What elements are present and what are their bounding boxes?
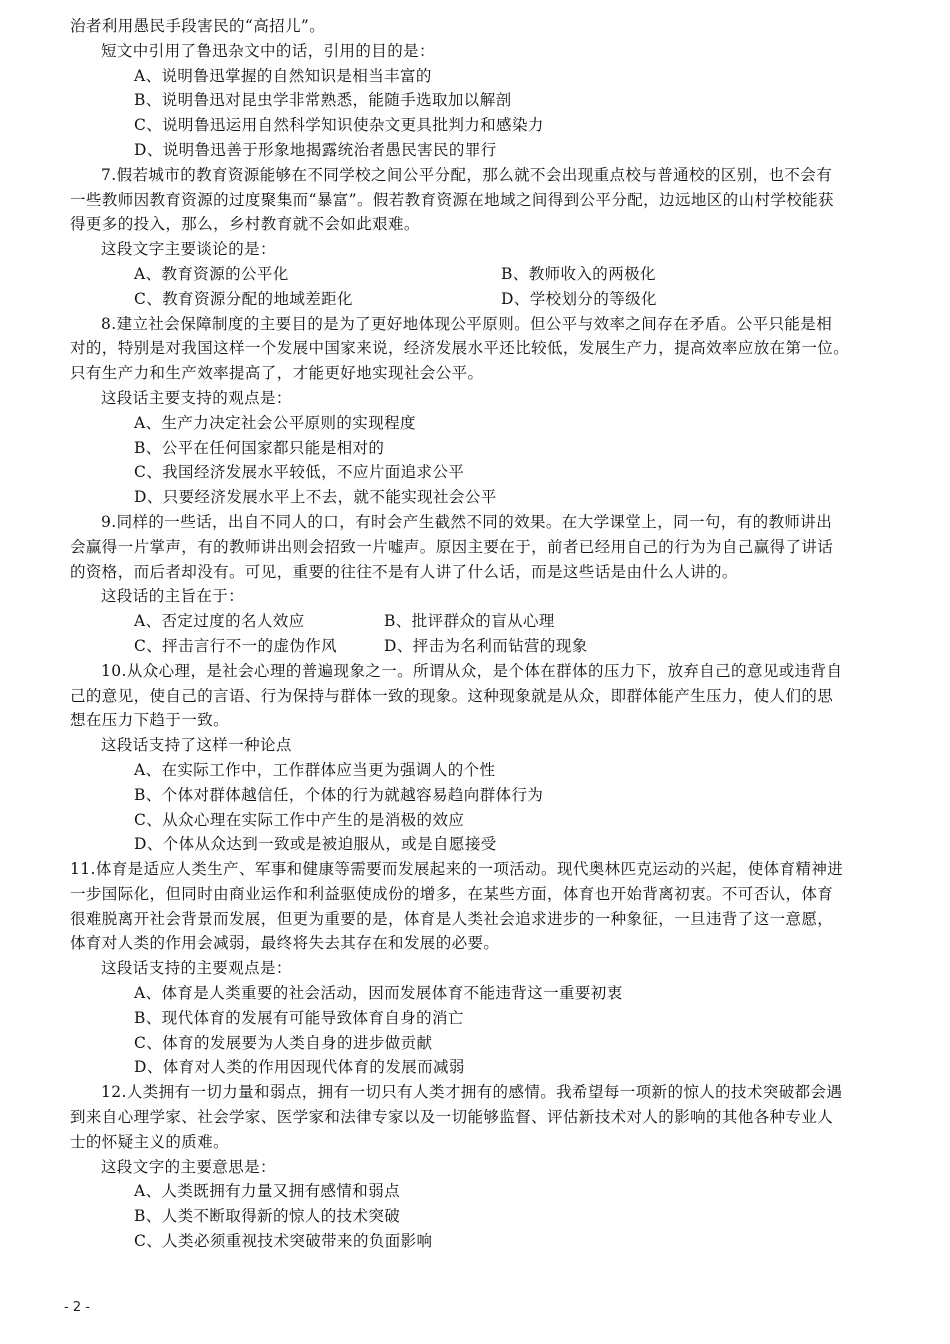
question-8-line-1: 8.建立社会保障制度的主要目的是为了更好地体现公平原则。但公平与效率之间存在矛盾。公平只能是相 [101, 314, 833, 333]
question-8-option-c: C、我国经济发展水平较低，不应片面追求公平 [134, 463, 465, 482]
question-12-option-a: A、人类既拥有力量又拥有感情和弱点 [134, 1182, 400, 1201]
question-10-option-a: A、在实际工作中，工作群体应当更为强调人的个性 [134, 760, 496, 779]
question-7-options-row-2 [70, 287, 890, 312]
question-11-line-1: 11.体育是适应人类生产、军事和健康等需要而发展起来的一项活动。现代奥林匹克运动的兴起，使体育精神进 [70, 860, 844, 879]
question-7-line-2: 一些教师因教育资源的过度聚集而“暴富”。假若教育资源在地域之间得到公平分配，边远地区的山村学校能获 [70, 190, 834, 209]
question-12-line-2: 到来自心理学家、社会学家、医学家和法律专家以及一切能够监督、评估新技术对人的影响的其他各种专业人 [70, 1108, 834, 1127]
question-7-options-row-1 [70, 262, 890, 287]
question-7-stem: 这段文字主要谈论的是： [101, 240, 276, 259]
question-9-options-row-1 [70, 609, 890, 634]
question-7-line-1: 7.假若城市的教育资源能够在不同学校之间公平分配，那么就不会出现重点校与普通校的区别，也不会有 [101, 165, 833, 184]
page-number: - 2 - [64, 1300, 90, 1315]
question-8-line-2: 对的，特别是对我国这样一个发展中国家来说，经济发展水平还比较低，发展生产力，提高效率应放在第一位。 [70, 339, 850, 358]
question-9-options-row-2 [70, 634, 890, 659]
question-6-option-d: D、说明鲁迅善于形象地揭露统治者愚民害民的罪行 [134, 140, 497, 159]
question-12-line-1: 12.人类拥有一切力量和弱点，拥有一切只有人类才拥有的感情。我希望每一项新的惊人的技术突破都会遇 [101, 1083, 843, 1102]
question-10-option-d: D、个体从众达到一致或是被迫服从，或是自愿接受 [134, 835, 497, 854]
question-10-option-c: C、从众心理在实际工作中产生的是消极的效应 [134, 810, 465, 829]
question-12-line-3: 士的怀疑主义的质难。 [70, 1132, 230, 1151]
question-9-line-3: 的资格，而后者却没有。可见，重要的往往不是有人讲了什么话，而是这些话是由什么人讲的。 [70, 562, 738, 581]
question-9-option-b: B、批评群众的盲从心理 [384, 612, 555, 631]
question-6-option-b: B、说明鲁迅对昆虫学非常熟悉，能随手选取加以解剖 [134, 91, 512, 110]
question-11-line-4: 体育对人类的作用会减弱，最终将失去其存在和发展的必要。 [70, 934, 500, 953]
question-11-line-2: 一步国际化，但同时由商业运作和利益驱使成份的增多，在某些方面，体育也开始背离初衷。不可否认，体育 [70, 884, 834, 903]
question-12-option-c: C、人类必须重视技术突破带来的负面影响 [134, 1232, 433, 1251]
question-12-option-b: B、人类不断取得新的惊人的技术突破 [134, 1207, 401, 1226]
question-9-option-d: D、抨击为名利而钻营的现象 [384, 636, 588, 655]
passage-tail: 治者利用愚民手段害民的“高招儿”。 [70, 17, 326, 35]
question-8-option-a: A、生产力决定社会公平原则的实现程度 [134, 413, 416, 432]
question-8-option-d: D、只要经济发展水平上不去，就不能实现社会公平 [134, 488, 497, 507]
question-11-line-3: 很难脱离开社会背景而发展，但更为重要的是，体育是人类社会追求进步的一种象征，一旦违背了这一意愿， [70, 909, 834, 928]
question-11-option-a: A、体育是人类重要的社会活动，因而发展体育不能违背这一重要初衷 [134, 984, 623, 1003]
question-9-option-a: A、否定过度的名人效应 [134, 612, 305, 631]
question-7-option-b: B、教师收入的两极化 [501, 264, 656, 283]
question-6-option-a: A、说明鲁迅掌握的自然知识是相当丰富的 [134, 66, 432, 85]
question-6-option-c: C、说明鲁迅运用自然科学知识使杂文更具批判力和感染力 [134, 116, 544, 135]
question-9-line-2: 会赢得一片掌声，有的教师讲出则会招致一片嘘声。原因主要在于，前者已经用自己的行为为自己赢得了讲话 [70, 537, 834, 556]
question-12-stem: 这段文字的主要意思是： [101, 1157, 276, 1176]
question-8-option-b: B、公平在任何国家都只能是相对的 [134, 438, 385, 457]
question-11-option-c: C、体育的发展要为人类自身的进步做贡献 [134, 1033, 433, 1052]
question-11-option-d: D、体育对人类的作用因现代体育的发展而减弱 [134, 1058, 465, 1077]
question-7-option-a: A、教育资源的公平化 [134, 264, 289, 283]
question-10-line-1: 10.从众心理，是社会心理的普遍现象之一。所谓从众，是个体在群体的压力下，放弃自己的意见或违背自 [101, 661, 843, 680]
question-11-stem: 这段话支持的主要观点是： [101, 959, 292, 978]
question-8-line-3: 只有生产力和生产效率提高了，才能更好地实现社会公平。 [70, 364, 484, 383]
question-8-stem: 这段话主要支持的观点是： [101, 388, 292, 407]
question-7-line-3: 得更多的投入，那么，乡村教育就不会如此艰难。 [70, 215, 420, 234]
question-10-line-3: 想在压力下趋于一致。 [70, 711, 230, 730]
document-page [70, 14, 890, 1254]
question-10-stem: 这段话支持了这样一种论点 [101, 736, 292, 755]
question-7-option-d: D、学校划分的等级化 [501, 289, 657, 308]
question-11-option-b: B、现代体育的发展有可能导致体育自身的消亡 [134, 1008, 464, 1027]
question-6-stem: 短文中引用了鲁迅杂文中的话，引用的目的是： [101, 41, 435, 60]
question-10-line-2: 己的意见，使自己的言语、行为保持与群体一致的现象。这种现象就是从众，即群体能产生压力，使人们的思 [70, 686, 834, 705]
question-9-line-1: 9.同样的一些话，出自不同人的口，有时会产生截然不同的效果。在大学课堂上，同一句，有的教师讲出 [101, 512, 833, 531]
question-9-option-c: C、抨击言行不一的虚伪作风 [134, 636, 338, 655]
question-7-option-c: C、教育资源分配的地域差距化 [134, 289, 353, 308]
question-9-stem: 这段话的主旨在于： [101, 587, 245, 606]
question-10-option-b: B、个体对群体越信任，个体的行为就越容易趋向群体行为 [134, 785, 544, 804]
